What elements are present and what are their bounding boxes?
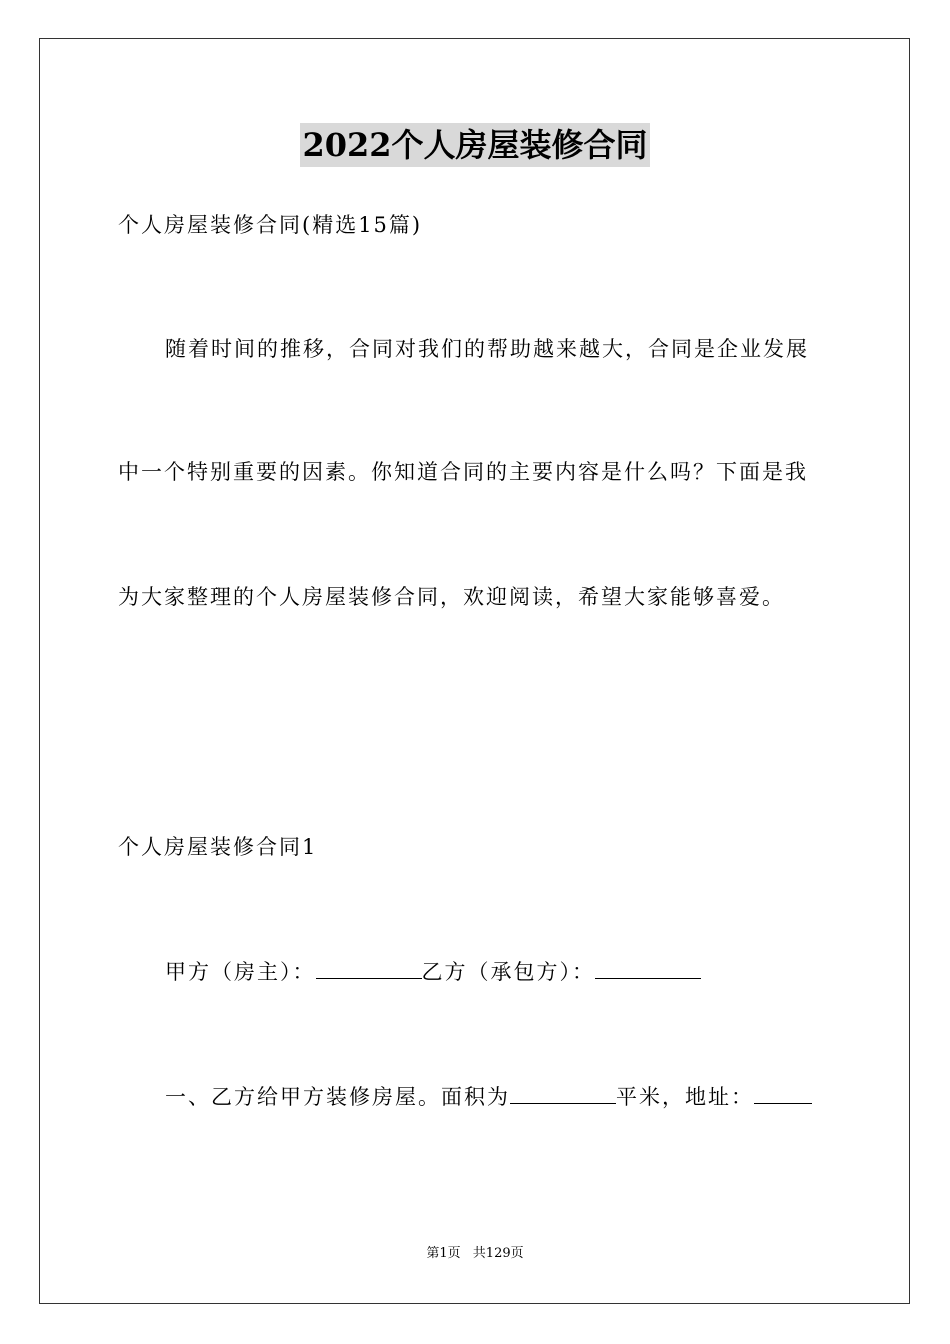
page-footer (0, 1244, 950, 1264)
area-blank[interactable] (510, 1083, 616, 1104)
clause-1-line (165, 1082, 812, 1112)
document-subtitle: 个人房屋装修合同(精选15篇) (118, 213, 423, 237)
intro-line-3: 为大家整理的个人房屋装修合同，欢迎阅读，希望大家能够喜爱。 (118, 585, 785, 609)
party-a-label: 甲方（房主）： (165, 960, 316, 984)
party-b-label: 乙方（承包方）： (421, 960, 595, 984)
title-container (0, 123, 950, 167)
intro-line-1: 随着时间的推移，合同对我们的帮助越来越大，合同是企业发展 (165, 337, 809, 361)
document-title: 2022个人房屋装修合同 (300, 123, 649, 167)
page-total: 共129页 (472, 1246, 524, 1261)
party-b-blank[interactable] (595, 958, 701, 979)
clause-1-prefix: 一、乙方给甲方装修房屋。面积为 (165, 1085, 510, 1109)
page-number: 第1页 (426, 1246, 461, 1261)
clause-1-mid: 平米，地址： (616, 1085, 754, 1109)
party-a-blank[interactable] (316, 958, 422, 979)
address-blank[interactable] (754, 1083, 812, 1104)
section-heading: 个人房屋装修合同1 (118, 835, 318, 859)
intro-line-2: 中一个特别重要的因素。你知道合同的主要内容是什么吗？下面是我 (118, 460, 808, 484)
parties-line (165, 957, 701, 987)
